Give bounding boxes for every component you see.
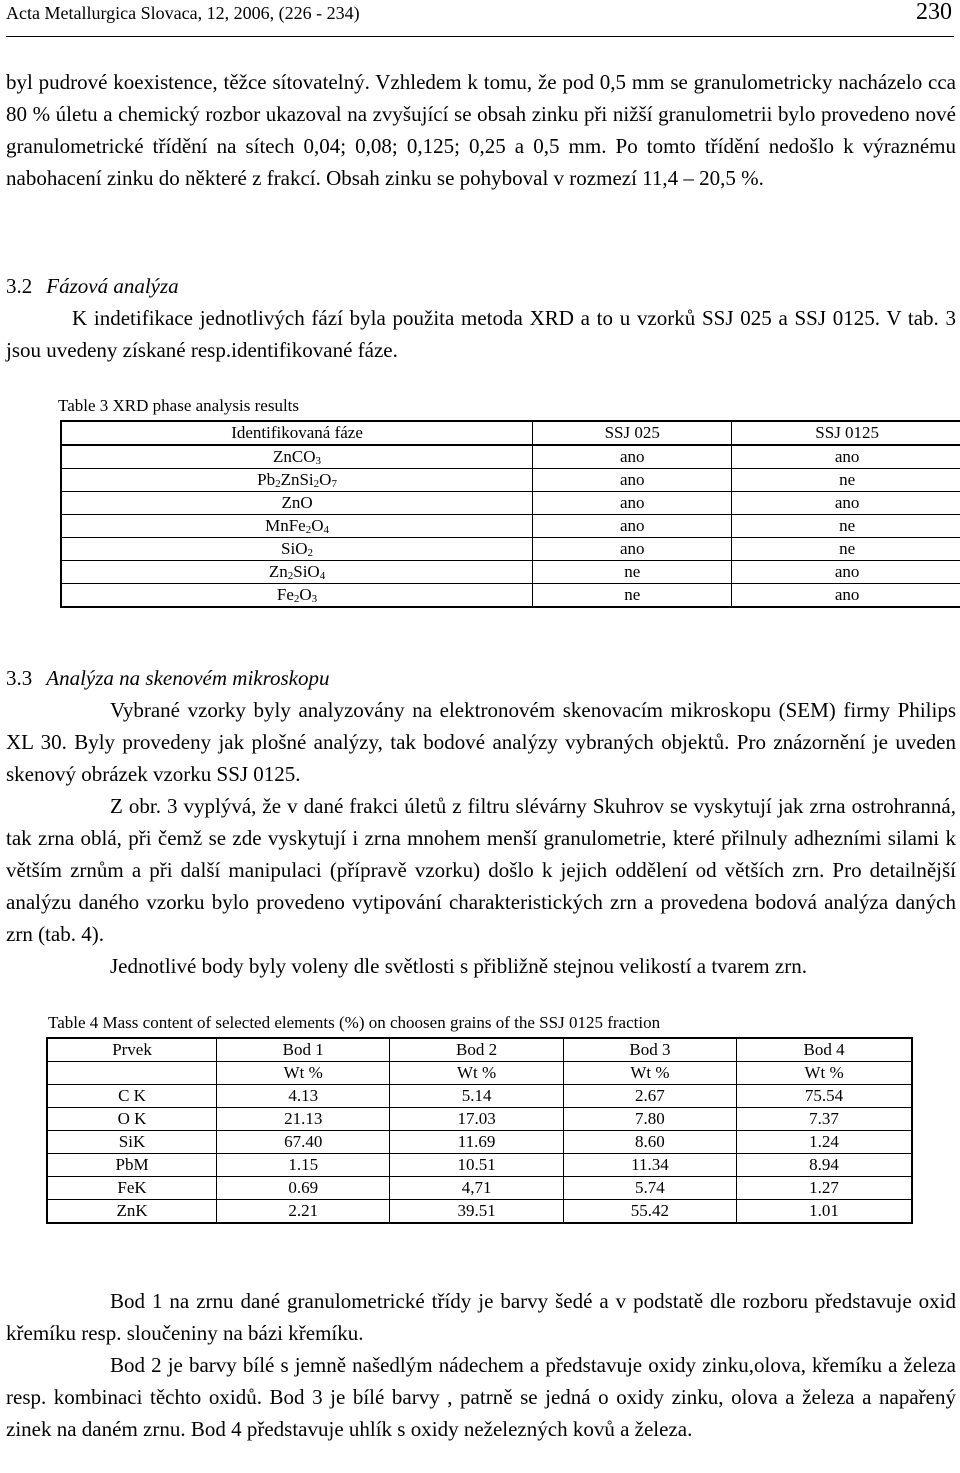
mass-value: 11.34 xyxy=(563,1154,736,1177)
table3-header-cell: SSJ 025 xyxy=(533,421,732,445)
section-number: 3.2 xyxy=(6,274,33,298)
closing-paragraph: Bod 1 na zrnu dané granulometrické třídy je barvy šedé a v podstatě dle rozboru představuje oxid křemíku resp. sloučeniny na bázi křemíku. xyxy=(6,1289,956,1345)
table-row xyxy=(47,1085,912,1108)
page-header xyxy=(6,0,954,37)
mass-value: 2.67 xyxy=(563,1085,736,1108)
presence-cell: ano xyxy=(732,445,960,469)
presence-cell: ano xyxy=(533,445,732,469)
section-title: Analýza na skenovém mikroskopu xyxy=(46,666,330,690)
phase-formula: $Fe_2O_3$ xyxy=(61,584,533,608)
paragraph-granulometry xyxy=(6,66,956,194)
paragraph-text: byl pudrové koexistence, těžce sítovatelný. Vzhledem k tomu, že pod 0,5 mm se granulometricky nacházelo cca 80 % úletu a chemický rozbor ukazoval na zvyšující se obsah zinku při nižší granulometrii bylo provedeno nové granulometrické třídění na sítech 0,04; 0,08; 0,125; 0,25 a 0,5 mm. Po tomto třídění nedošlo k výraznému nabohacení zinku do některé z frakcí. Obsah zinku se pohyboval v rozmezí 11,4 – 20,5 %. xyxy=(6,70,956,190)
presence-cell: ne xyxy=(732,515,960,538)
table4-header-cell: Wt % xyxy=(737,1062,912,1085)
element-label: C K xyxy=(47,1085,217,1108)
presence-cell: ano xyxy=(732,492,960,515)
phase-formula: $Zn_2SiO_4$ xyxy=(61,561,533,584)
section-number: 3.3 xyxy=(6,666,33,690)
section-3-2 xyxy=(6,270,956,366)
presence-cell: ano xyxy=(732,561,960,584)
section-heading xyxy=(6,270,956,302)
element-label: ZnK xyxy=(47,1200,217,1224)
table3-header-cell: Identifikovaná fáze xyxy=(61,421,533,445)
presence-cell: ano xyxy=(732,584,960,608)
mass-value: 55.42 xyxy=(563,1200,736,1224)
table-row xyxy=(61,492,960,515)
mass-value: 21.13 xyxy=(217,1108,390,1131)
section-heading xyxy=(6,662,956,694)
table-row xyxy=(47,1108,912,1131)
mass-value: 5.14 xyxy=(390,1085,563,1108)
mass-value: 7.37 xyxy=(737,1108,912,1131)
table4-header-row xyxy=(47,1062,912,1085)
table4-header-cell: Wt % xyxy=(217,1062,390,1085)
table4-caption: Table 4 Mass content of selected elements (%) on choosen grains of the SSJ 0125 fraction xyxy=(48,1013,661,1032)
mass-value: 67.40 xyxy=(217,1131,390,1154)
mass-value: 17.03 xyxy=(390,1108,563,1131)
section-paragraph: Jednotlivé body byly voleny dle světlosti s přibližně stejnou velikostí a tvarem zrn. xyxy=(110,954,807,978)
phase-formula: $MnFe_2O_4$ xyxy=(61,515,533,538)
element-content-table xyxy=(46,1037,913,1224)
mass-value: 4.13 xyxy=(217,1085,390,1108)
mass-value: 1.01 xyxy=(737,1200,912,1224)
mass-value: 0.69 xyxy=(217,1177,390,1200)
mass-value: 39.51 xyxy=(390,1200,563,1224)
page-number: 230 xyxy=(916,0,952,25)
mass-value: 8.60 xyxy=(563,1131,736,1154)
table4-header-cell: Bod 1 xyxy=(217,1038,390,1062)
table-row xyxy=(47,1154,912,1177)
mass-value: 10.51 xyxy=(390,1154,563,1177)
table-row xyxy=(61,538,960,561)
table3-header-cell: SSJ 0125 xyxy=(732,421,960,445)
xrd-phase-table xyxy=(60,420,960,608)
section-paragraph: Z obr. 3 vyplývá, že v dané frakci úletů z filtru slévárny Skuhrov se vyskytují jak zrna ostrohranná, tak zrna oblá, při čemž se zde vyskytují i zrna mnohem menší granulometrie, které přilnuly adhezními silami k větším zrnům a při další manipulaci (přípravě vzorku) došlo k jejich oddělení od větších zrn. Pro detailnější analýzu daného vzorku bylo provedeno vytipování charakteristických zrn a provedena bodová analýza daných zrn (tab. 4). xyxy=(6,794,956,946)
table3-caption: Table 3 XRD phase analysis results xyxy=(58,396,300,415)
presence-cell: ano xyxy=(533,492,732,515)
presence-cell: ne xyxy=(732,538,960,561)
table-row xyxy=(47,1200,912,1224)
table4-header-cell: Bod 4 xyxy=(737,1038,912,1062)
mass-value: 1.24 xyxy=(737,1131,912,1154)
table-row xyxy=(61,584,960,608)
phase-formula: ZnO xyxy=(61,492,533,515)
presence-cell: ne xyxy=(533,561,732,584)
phase-formula: $Pb_2ZnSi_2O_7$ xyxy=(61,469,533,492)
element-label: PbM xyxy=(47,1154,217,1177)
mass-value: 7.80 xyxy=(563,1108,736,1131)
mass-value: 1.27 xyxy=(737,1177,912,1200)
table-row xyxy=(61,561,960,584)
phase-formula: SiO$_2$ xyxy=(61,538,533,561)
table4-header-cell: Prvek xyxy=(47,1038,217,1062)
presence-cell: ano xyxy=(533,538,732,561)
table-row xyxy=(61,445,960,469)
journal-citation: Acta Metallurgica Slovaca, 12, 2006, (226 - 234) xyxy=(6,3,360,23)
closing-paragraph: Bod 2 je barvy bílé s jemně našedlým nádechem a představuje oxidy zinku,olova, křemíku a železa resp. kombinaci těchto oxidů. Bod 3 je bílé barvy , patrně se jedná o oxidy zinku, olova a železa a napařený zinek na daném zrnu. Bod 4 představuje uhlík s oxidy neželezných kovů a železa. xyxy=(6,1353,956,1441)
mass-value: 8.94 xyxy=(737,1154,912,1177)
mass-value: 2.21 xyxy=(217,1200,390,1224)
mass-value: 4,71 xyxy=(390,1177,563,1200)
presence-cell: ano xyxy=(533,469,732,492)
phase-formula: ZnCO$_3$ xyxy=(61,445,533,469)
table-row xyxy=(47,1131,912,1154)
table4-header-cell xyxy=(47,1062,217,1085)
section-paragraph: Vybrané vzorky byly analyzovány na elektronovém skenovacím mikroskopu (SEM) firmy Philips XL 30. Byly provedeny jak plošné analýzy, tak bodové analýzy vybraných objektů. Pro znázornění je uveden skenový obrázek vzorku SSJ 0125. xyxy=(6,698,956,786)
table4-header-cell: Bod 3 xyxy=(563,1038,736,1062)
table-row xyxy=(61,469,960,492)
element-label: FeK xyxy=(47,1177,217,1200)
table-row xyxy=(47,1177,912,1200)
mass-value: 1.15 xyxy=(217,1154,390,1177)
mass-value: 75.54 xyxy=(737,1085,912,1108)
table4-header-cell: Wt % xyxy=(390,1062,563,1085)
element-label: SiK xyxy=(47,1131,217,1154)
mass-value: 5.74 xyxy=(563,1177,736,1200)
table4-header-cell: Wt % xyxy=(563,1062,736,1085)
closing-paragraphs xyxy=(6,1285,956,1445)
section-title: Fázová analýza xyxy=(46,274,179,298)
presence-cell: ano xyxy=(533,515,732,538)
table4-header-cell: Bod 2 xyxy=(390,1038,563,1062)
presence-cell: ne xyxy=(533,584,732,608)
mass-value: 11.69 xyxy=(390,1131,563,1154)
presence-cell: ne xyxy=(732,469,960,492)
table-row xyxy=(61,515,960,538)
section-text: K indetifikace jednotlivých fází byla použita metoda XRD a to u vzorků SSJ 025 a SSJ 0125. V tab. 3 jsou uvedeny získané resp.identifikované fáze. xyxy=(6,306,956,362)
element-label: O K xyxy=(47,1108,217,1131)
table4-header-row xyxy=(47,1038,912,1062)
section-3-3 xyxy=(6,662,956,982)
